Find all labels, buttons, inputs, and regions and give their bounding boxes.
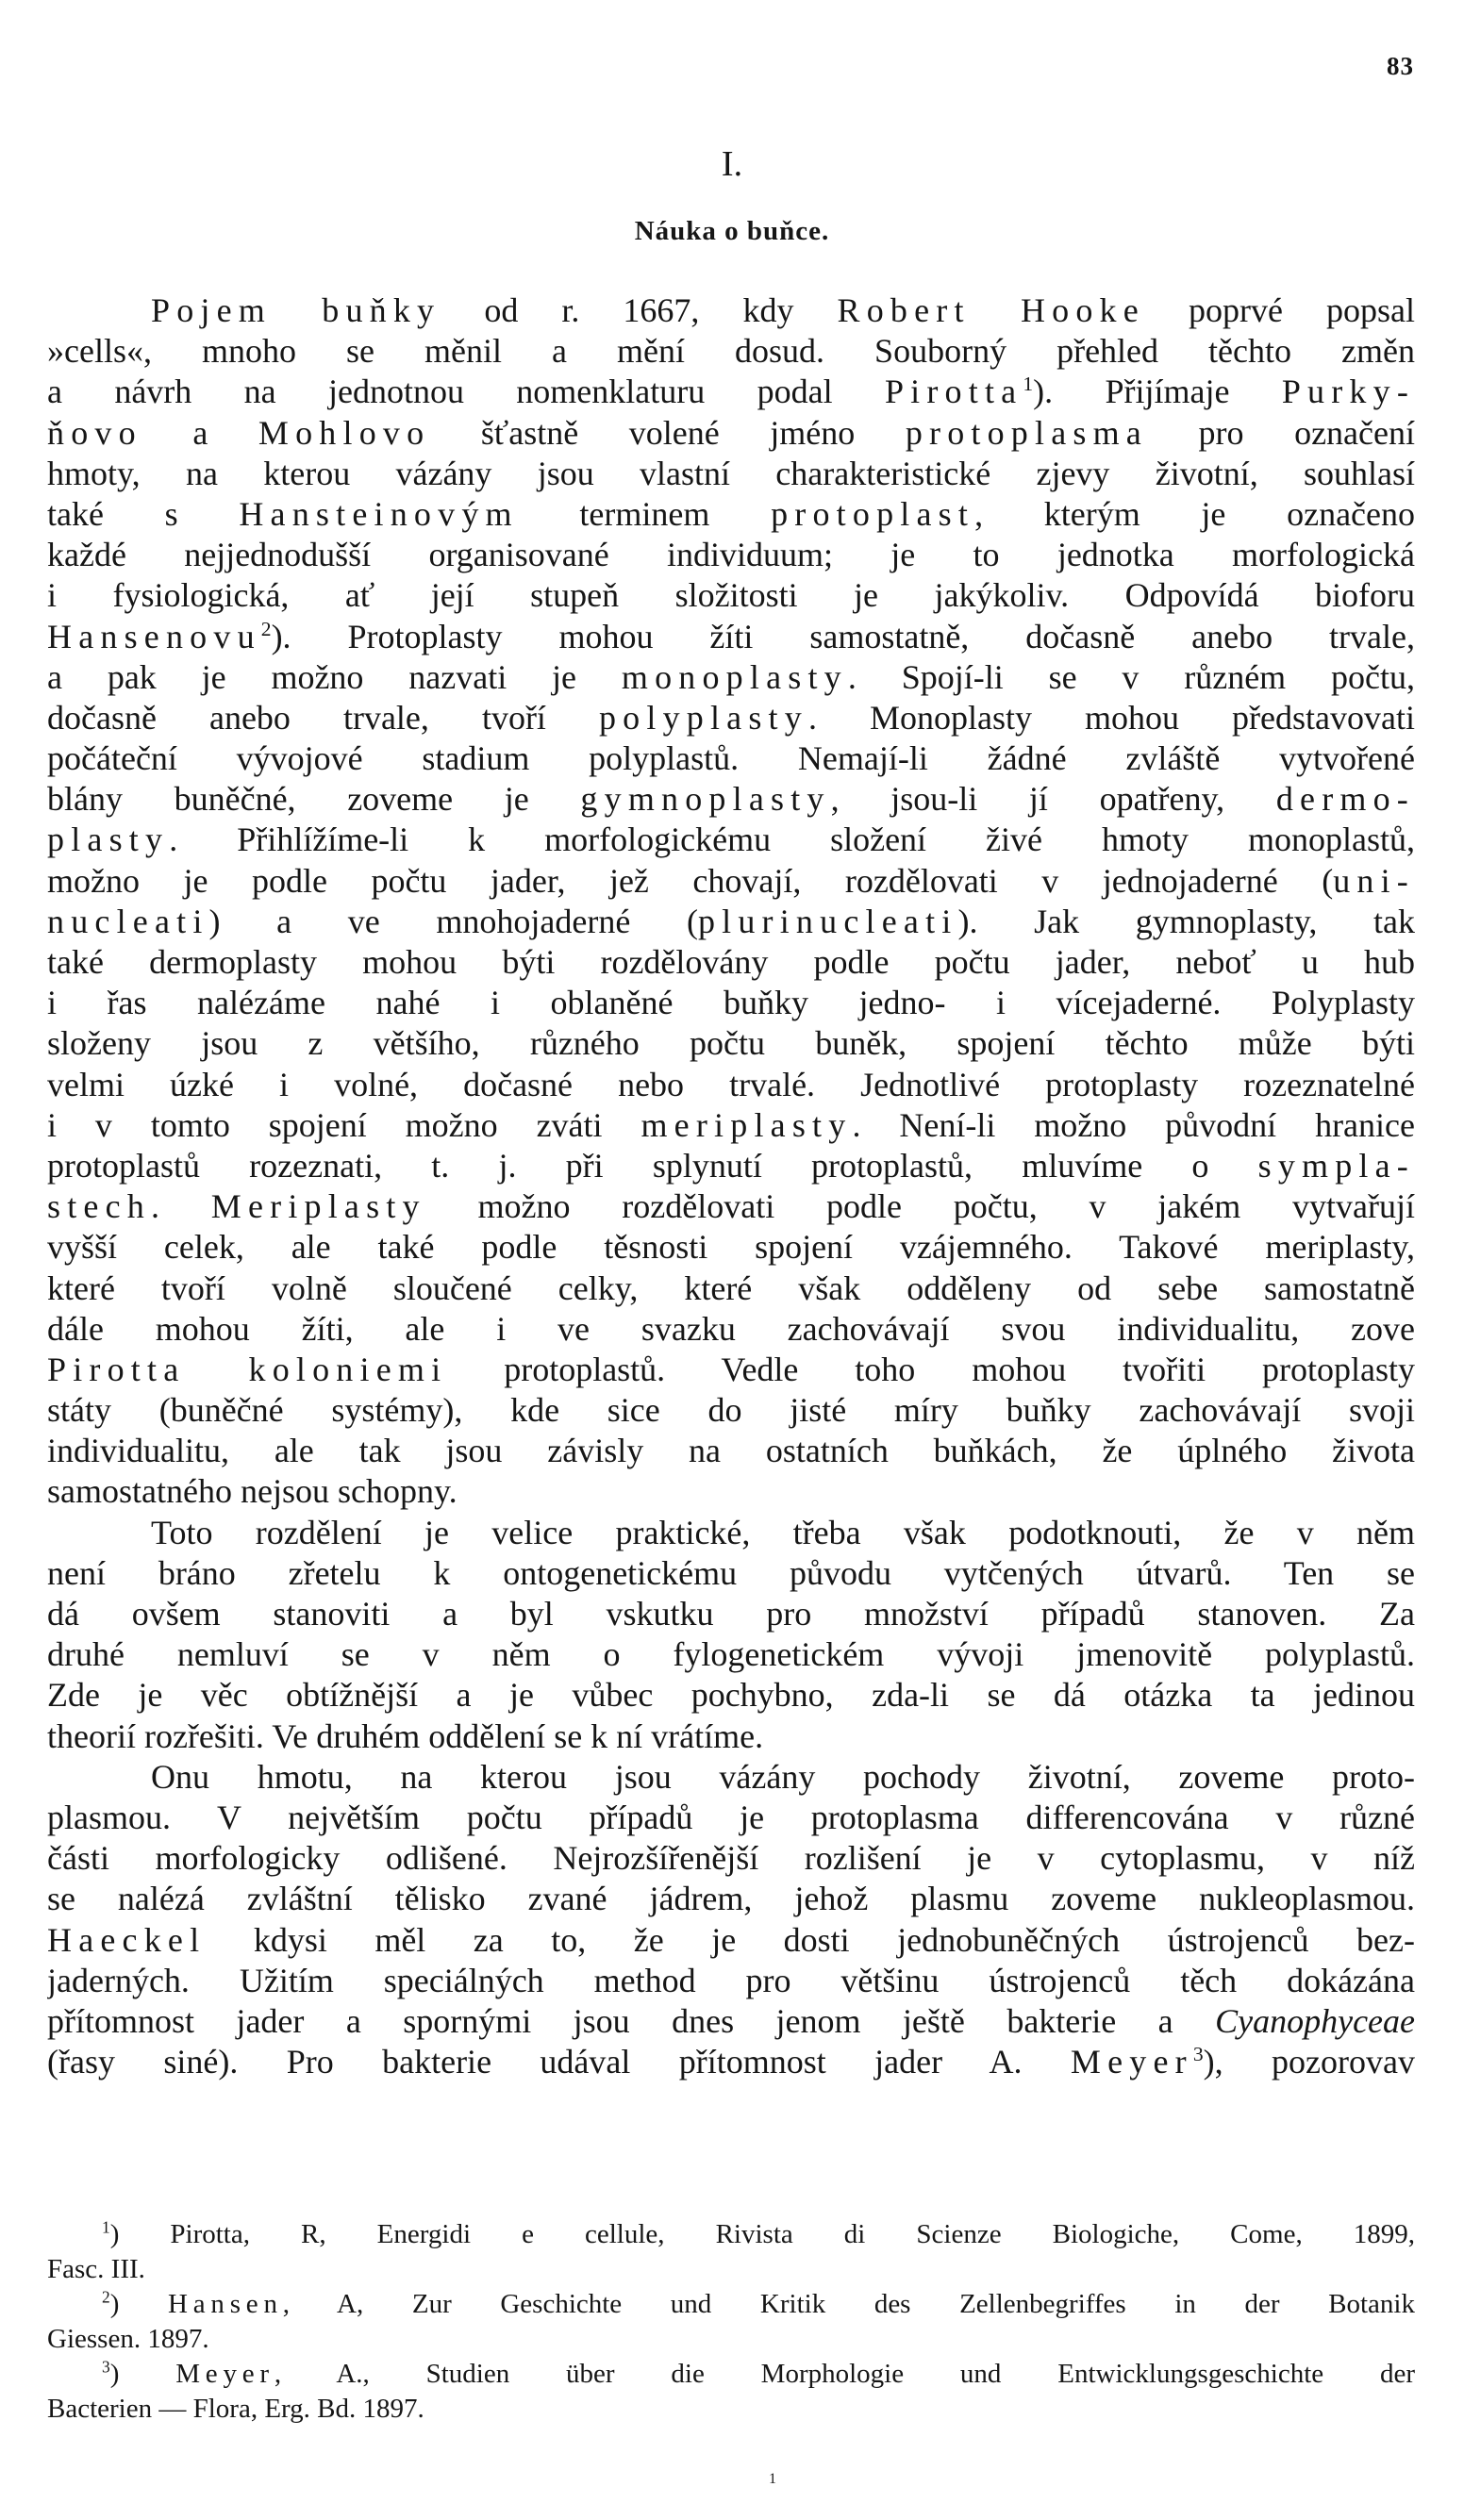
text-line: plasty. Přihlížíme-li k morfologickému složení živé hmoty monoplastů, [47, 821, 1415, 859]
text-line: dá ovšem stanoviti a byl vskutku pro množství případů stanoven. Za [47, 1595, 1415, 1633]
text-line: možno je podle počtu jader, jež chovají, rozdělovati v jednojaderné (uni- [47, 861, 1415, 900]
text-line: (řasy siné). Pro bakterie udával přítomnost jader A. Meyer$^3$), pozorovav [47, 2043, 1415, 2081]
text-line: plasmou. V největším počtu případů je protoplasma differencována v různé [47, 1798, 1415, 1836]
text-line: Pirotta koloniemi protoplastů. Vedle toho mohou tvořiti protoplasty [47, 1350, 1415, 1388]
text-line: a pak je možno nazvati je monoplasty. Spojí-li se v různém počtu, [47, 657, 1415, 696]
text-line: i řas nalézáme nahé i oblaněné buňky jedno- i vícejaderné. Polyplasty [47, 984, 1415, 1022]
text-line: každé nejjednodušší organisované individuum; je to jednotka morfologická [47, 536, 1415, 574]
text-line: Zde je věc obtížnější a je vůbec pochybno, zda-li se dá otázka ta jedinou [47, 1676, 1415, 1715]
text-line: Haeckel kdysi měl za to, že je dosti jednobuněčných ústrojenců bez- [47, 1920, 1415, 1959]
text-line: také s Hansteinovým terminem protoplast, kterým je označeno [47, 494, 1415, 533]
footnote-line: $^1$) Pirotta, R, Energidi e cellule, Rivista di Scienze Biologiche, Come, 1899, [102, 2217, 1415, 2249]
footnote-line: Fasc. III. [47, 2254, 145, 2284]
text-line: protoplastů rozeznati, t. j. při splynutí protoplastů, mluvíme o sympla- [47, 1146, 1415, 1185]
text-line: není bráno zřetelu k ontogenetickému původu vytčených útvarů. Ten se [47, 1553, 1415, 1592]
text-line: samostatného nejsou schopny. [47, 1472, 458, 1511]
text-line: Hansenovu$^2$). Protoplasty mohou žíti samostatně, dočasně anebo trvale, [47, 617, 1415, 655]
text-line: dále mohou žíti, ale i ve svazku zachovávají svou individualitu, zove [47, 1309, 1415, 1348]
text-line: počáteční vývojové stadium polyplastů. Nemají-li žádné zvláště vytvořené [47, 739, 1415, 778]
footnote-line: $^2$) Hansen, A, Zur Geschichte und Kritik des Zellenbegriffes in der Botanik [102, 2287, 1415, 2319]
text-line: Onu hmotu, na kterou jsou vázány pochody životní, zoveme proto- [151, 1757, 1415, 1796]
body-text [47, 290, 1415, 2082]
footnotes [47, 2217, 1415, 2427]
text-line: přítomnost jader a spornými jsou dnes jenom ještě bakterie a Cyanophyceae [47, 2001, 1415, 2040]
footnote-line: $^3$) Meyer, A., Studien über die Morphologie und Entwicklungsgeschichte der [102, 2357, 1415, 2389]
text-line: individualitu, ale tak jsou závisly na ostatních buňkách, že úplného života [47, 1432, 1415, 1470]
text-line: státy (buněčné systémy), kde sice do jisté míry buňky zachovávají svoji [47, 1391, 1415, 1430]
text-line: složeny jsou z většího, různého počtu buněk, spojení těchto může býti [47, 1024, 1415, 1063]
text-line: části morfologicky odlišené. Nejrozšířenější rozlišení je v cytoplasmu, v níž [47, 1839, 1415, 1878]
text-line: dočasně anebo trvale, tvoří polyplasty. Monoplasty mohou představovati [47, 698, 1415, 737]
text-line: se nalézá zvláštní tělisko zvané jádrem, jehož plasmu zoveme nukleoplasmou. [47, 1880, 1415, 1918]
text-line: vyšší celek, ale také podle těsnosti spojení vzájemného. Takové meriplasty, [47, 1228, 1415, 1267]
text-line: a návrh na jednotnou nomenklaturu podal Pirotta$^1$). Přijímaje Purky- [47, 373, 1415, 411]
text-line: také dermoplasty mohou býti rozdělovány podle počtu jader, neboť u hub [47, 943, 1415, 981]
text-line: Toto rozdělení je velice praktické, třeba však podotknouti, že v něm [151, 1513, 1415, 1551]
text-line: »cells«, mnoho se měnil a mění dosud. Souborný přehled těchto změn [47, 332, 1415, 371]
text-line: hmoty, na kterou vázány jsou vlastní charakteristické zjevy životní, souhlasí [47, 454, 1415, 492]
footnote-line: Bacterien — Flora, Erg. Bd. 1897. [47, 2394, 424, 2424]
chapter-numeral: I. [721, 144, 743, 184]
text-line: nucleati) a ve mnohojaderné (plurinucleati). Jak gymnoplasty, tak [47, 902, 1415, 940]
text-line: stech. Meriplasty možno rozdělovati podle počtu, v jakém vytvařují [47, 1187, 1415, 1226]
text-line: druhé nemluví se v něm o fylogenetickém vývoji jmenovitě polyplastů. [47, 1635, 1415, 1674]
text-line: blány buněčné, zoveme je gymnoplasty, jsou-li jí opatřeny, dermo- [47, 780, 1415, 819]
page-mark: 1 [769, 2471, 776, 2487]
chapter-title: Náuka o buňce. [634, 216, 830, 246]
text-line: i fysiologická, ať její stupeň složitosti je jakýkoliv. Odpovídá bioforu [47, 576, 1415, 615]
footnote-line: Giessen. 1897. [47, 2324, 209, 2354]
text-line: Pojem buňky od r. 1667, kdy Robert Hooke poprvé popsal [151, 291, 1415, 329]
text-line: velmi úzké i volné, dočasné nebo trvalé. Jednotlivé protoplasty rozeznatelné [47, 1065, 1415, 1103]
text-line: ňovo a Mohlovo šťastně volené jméno protoplasma pro označení [47, 413, 1415, 452]
text-line: i v tomto spojení možno zváti meriplasty. Není-li možno původní hranice [47, 1105, 1415, 1144]
text-line: jaderných. Užitím speciálných method pro většinu ústrojenců těch dokázána [47, 1961, 1415, 1999]
text-line: které tvoří volně sloučené celky, které však odděleny od sebe samostatně [47, 1268, 1415, 1307]
text-line: theorií rozřešiti. Ve druhém oddělení se k ní vrátíme. [47, 1716, 764, 1755]
page-number: 83 [1387, 52, 1414, 80]
